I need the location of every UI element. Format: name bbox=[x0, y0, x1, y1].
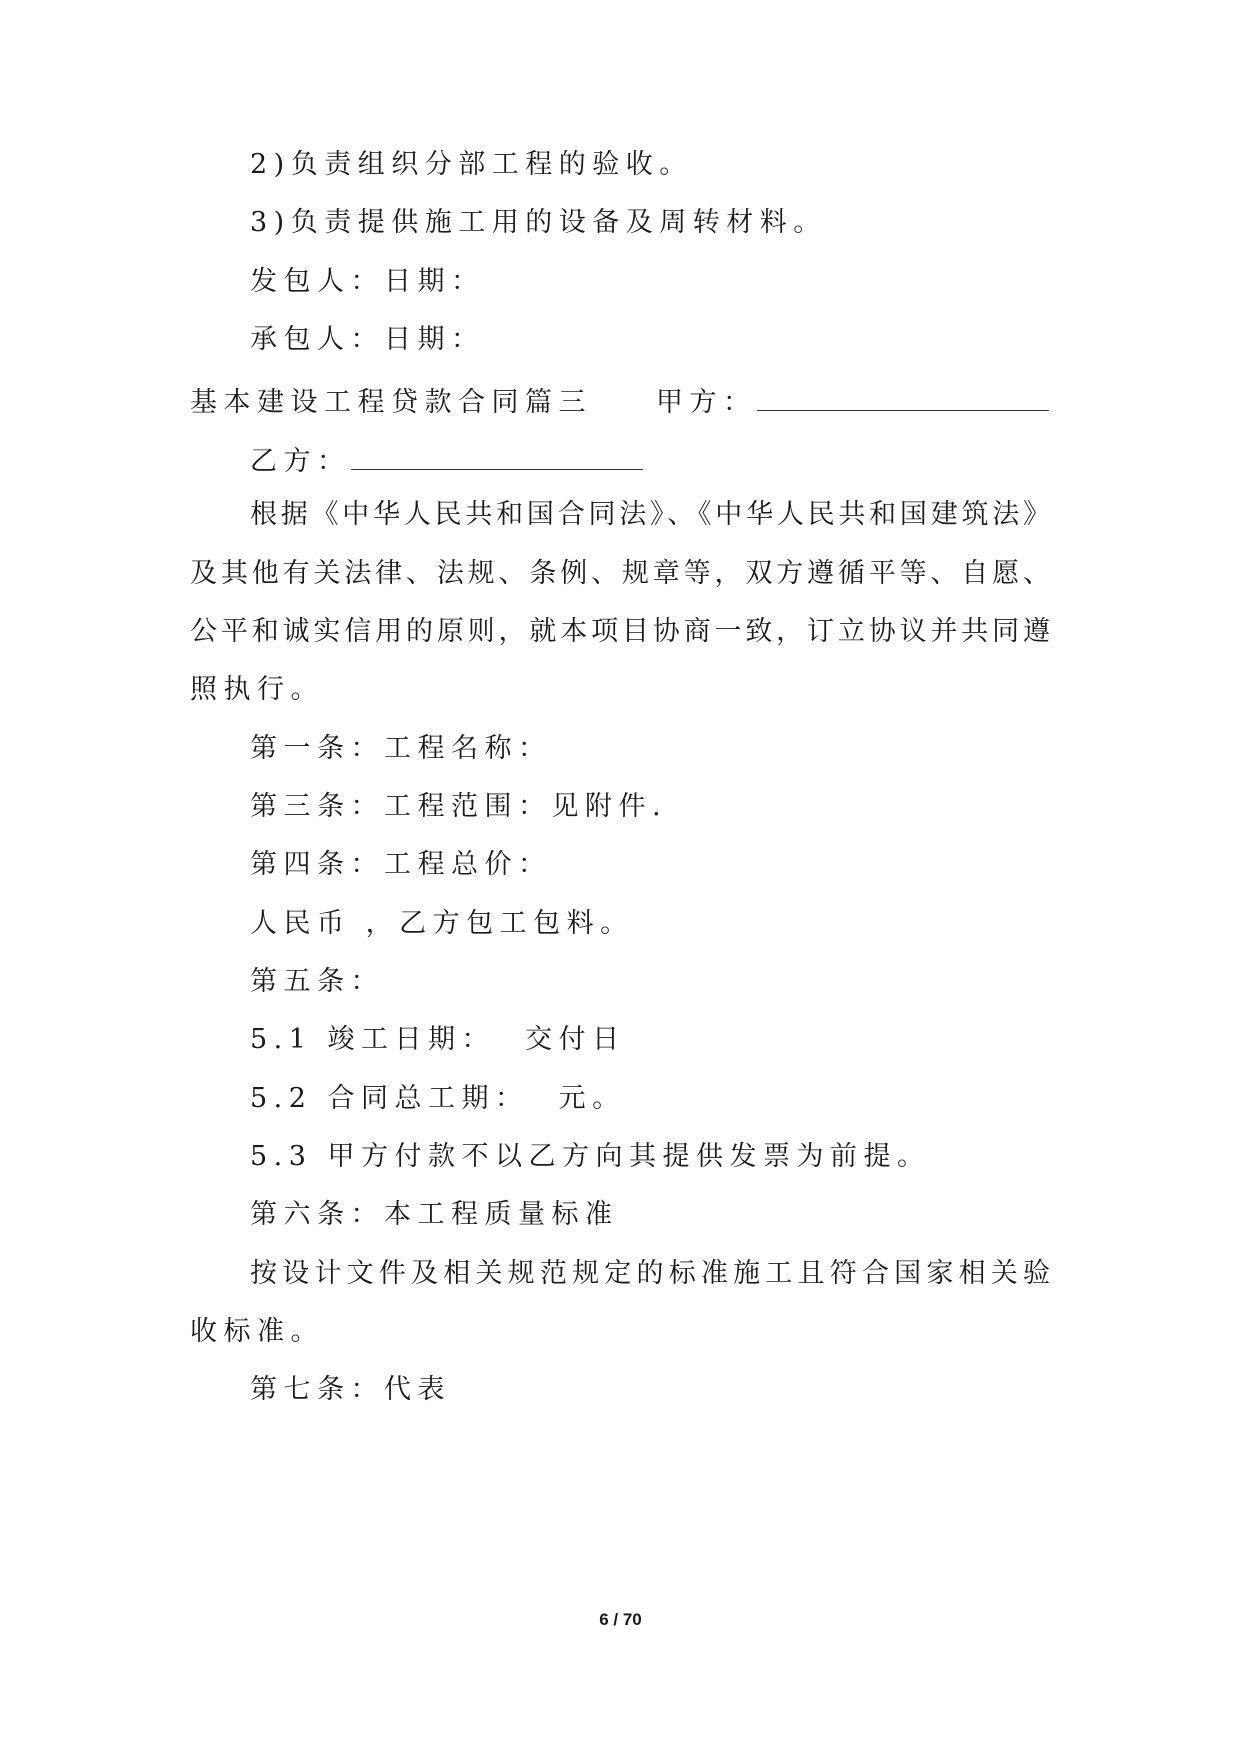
text-line: 2)负责组织分部工程的验收。 bbox=[250, 149, 693, 180]
text-line: 5.2 合同总工期： 元。 bbox=[250, 1083, 626, 1114]
text-line: 第四条：工程总价： bbox=[250, 849, 552, 880]
text-line: 5.1 竣工日期： 交付日 bbox=[250, 1024, 626, 1055]
section-title-line bbox=[190, 380, 1049, 416]
text-line: 发包人：日期： bbox=[250, 266, 485, 297]
text-line: 第六条：本工程质量标准 bbox=[250, 1199, 619, 1230]
text-line: 照执行。 bbox=[190, 674, 324, 705]
text-line: 人民币 ，乙方包工包料。 bbox=[250, 908, 634, 939]
text-line: 收标准。 bbox=[190, 1316, 324, 1347]
text-line: 第三条：工程范围：见附件. bbox=[250, 791, 668, 822]
text-line: 第五条： bbox=[250, 966, 384, 997]
page-number: 6 / 70 bbox=[599, 1610, 642, 1629]
text-line: 5.3 甲方付款不以乙方向其提供发票为前提。 bbox=[250, 1141, 931, 1172]
text-line: 3)负责提供施工用的设备及周转材料。 bbox=[250, 207, 827, 238]
party-b-label: 乙方： bbox=[250, 446, 351, 477]
text-line: 公平和诚实信用的原则，就本项目协商一致，订立协议并共同遵 bbox=[190, 616, 1050, 647]
text-line: 第七条：代表 bbox=[250, 1374, 451, 1405]
party-b-line bbox=[250, 439, 643, 475]
text-line: 第一条：工程名称： bbox=[250, 733, 552, 764]
party-a-blank bbox=[757, 380, 1049, 411]
text-line: 及其他有关法律、法规、条例、规章等，双方遵循平等、自愿、 bbox=[190, 558, 1050, 589]
text-line: 按设计文件及相关规范规定的标准施工且符合国家相关验 bbox=[250, 1258, 1050, 1289]
text-line: 承包人：日期： bbox=[250, 324, 485, 355]
party-a-label: 甲方： bbox=[656, 387, 757, 418]
text-line: 根据《中华人民共和国合同法》、《中华人民共和国建筑法》 bbox=[250, 499, 1050, 530]
party-b-blank bbox=[351, 439, 643, 470]
section-title: 基本建设工程贷款合同篇三 bbox=[190, 387, 592, 418]
